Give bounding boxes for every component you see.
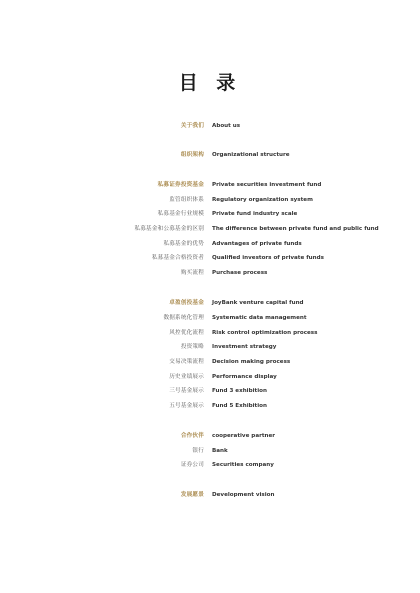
toc-entry-english-label: Purchase process — [212, 270, 268, 276]
toc-entry[interactable] — [0, 252, 420, 264]
toc-entry-chinese-label: 五号基金展示 — [169, 403, 204, 409]
toc-entry[interactable] — [0, 356, 420, 368]
toc-section-heading[interactable] — [0, 297, 420, 309]
toc-entry-english-label: Qualified investors of private funds — [212, 255, 324, 261]
toc-entry-english-label: Risk control optimization process — [212, 330, 318, 336]
toc-entry-chinese-label: 卓盈创投基金 — [169, 300, 204, 306]
toc-entry-english-label: Bank — [212, 448, 228, 454]
toc-entry-english-label: JoyBank venture capital fund — [212, 300, 304, 306]
toc-entry-english-label: The difference between private fund and public fund — [212, 226, 379, 232]
toc-entry-chinese-label: 私募基金的优势 — [163, 241, 204, 247]
toc-entry-chinese-label: 关于我们 — [180, 123, 204, 129]
toc-entry[interactable] — [0, 223, 420, 235]
toc-entry-chinese-label: 合作伙伴 — [180, 433, 204, 439]
toc-entry[interactable] — [0, 459, 420, 471]
toc-entry-english-label: Organizational structure — [212, 152, 290, 158]
toc-entry-english-label: Fund 3 exhibition — [212, 388, 267, 394]
toc-entry-chinese-label: 数据系统化管理 — [163, 315, 204, 321]
toc-section-heading[interactable] — [0, 120, 420, 132]
toc-entry-chinese-label: 三号基金展示 — [169, 388, 204, 394]
toc-entry-chinese-label: 交易决策流程 — [169, 359, 204, 365]
toc-entry-english-label: Development vision — [212, 492, 275, 498]
toc-entry-english-label: cooperative partner — [212, 433, 276, 439]
toc-entry[interactable] — [0, 371, 420, 383]
toc-entry[interactable] — [0, 208, 420, 220]
toc-entry-english-label: Private fund industry scale — [212, 211, 298, 217]
toc-section-heading[interactable] — [0, 149, 420, 161]
toc-entry[interactable] — [0, 312, 420, 324]
toc-entry-chinese-label: 投资策略 — [180, 344, 204, 350]
toc-entry-chinese-label: 私募证券投资基金 — [157, 182, 204, 188]
toc-entry-english-label: Fund 5 Exhibition — [212, 403, 267, 409]
toc-entry-chinese-label: 私募基金合格投资者 — [151, 255, 204, 261]
toc-entry[interactable] — [0, 194, 420, 206]
toc-entry-chinese-label: 监管组织体系 — [169, 197, 204, 203]
toc-entry-chinese-label: 私募基金行业规模 — [157, 211, 204, 217]
toc-entry-english-label: About us — [212, 123, 241, 129]
toc-entry-english-label: Private securities investment fund — [212, 182, 322, 188]
toc-entry-chinese-label: 证券公司 — [180, 462, 204, 468]
toc-entry-chinese-label: 风控优化流程 — [169, 330, 204, 336]
toc-entry[interactable] — [0, 445, 420, 457]
toc-entry-english-label: Performance display — [212, 374, 277, 380]
toc-entry-chinese-label: 组织架构 — [180, 152, 204, 158]
toc-entry[interactable] — [0, 341, 420, 353]
toc-entry-chinese-label: 发展愿景 — [180, 492, 204, 498]
toc-entry-english-label: Systematic data management — [212, 315, 307, 321]
toc-section-heading[interactable] — [0, 179, 420, 191]
toc-entry[interactable] — [0, 400, 420, 412]
toc-entry-english-label: Advantages of private funds — [212, 241, 302, 247]
toc-entry[interactable] — [0, 267, 420, 279]
toc-entry-english-label: Regulatory organization system — [212, 197, 313, 203]
toc-entry[interactable] — [0, 238, 420, 250]
toc-entry[interactable] — [0, 385, 420, 397]
toc-entry-chinese-label: 历史业绩展示 — [169, 374, 204, 380]
toc-entry-english-label: Investment strategy — [212, 344, 277, 350]
toc-entry[interactable] — [0, 327, 420, 339]
toc-entry-chinese-label: 私募基金和公募基金的区别 — [134, 226, 204, 232]
toc-entry-chinese-label: 银行 — [192, 448, 204, 454]
toc-section-heading[interactable] — [0, 489, 420, 501]
toc-entry-english-label: Securities company — [212, 462, 274, 468]
toc-section-heading[interactable] — [0, 430, 420, 442]
toc-entry-chinese-label: 购买流程 — [180, 270, 204, 276]
page-title: 目 录 — [178, 72, 242, 94]
toc-entry-english-label: Decision making process — [212, 359, 291, 365]
